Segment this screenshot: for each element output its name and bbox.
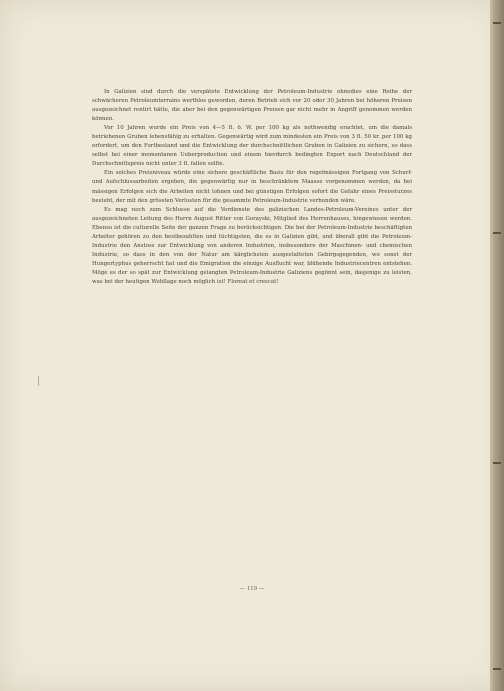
edge-mark xyxy=(493,668,501,670)
edge-mark xyxy=(493,232,501,234)
paragraph-2: Vor 10 Jahren wurde ein Preis von 4—5 fl. ö. W. per 100 kg als nothwendig erachtet, um die damals betriebenen Gruben lebensfähig zu erhalten. Gegenwärtig wird zum mindesten ein Preis von 3 fl. 50 kr. per 100 kg erfordert, um den Fortbestand und die Entwicklung der durchschnittlichen Gruben in Galizien zu sichern, so dass selbst bei einer momentanen Ueberproduction und einem hierdurch bedingten Export nach Deutschland der Durchschnittspreis nicht unter 3 fl. fallen sollte. xyxy=(92,125,412,168)
page-number: — 119 — xyxy=(239,586,265,592)
edge-mark xyxy=(493,462,501,464)
book-edge xyxy=(490,0,504,691)
edge-mark xyxy=(493,22,501,24)
paragraph-4: Es mag noch zum Schlusse auf die Verdienste des galizischen Landes-Petroleum-Vereines unter der ausgezeichneten Leitung des Herrn August Ritter von Gorayski, Mitglied des Herrenhauses, hingewiesen werden. Ebenso ist die culturelle Seite der ganzen Frage zu berücksichtigen. Die bei der Petroleum-Industrie beschäftigten Arbeiter gehören zu den bestbezahlten und tüchtigsten, die es in Galizien gibt, und überall gibt die Petroleum-Industrie den Anstoss zur Entwicklung von anderen Industrien, insbesondere der Maschinen- und chemischen Industrie, so dass in den von der Natur am kärglichsten ausgestatteten Gebirgsgegenden, wo sonst der Hungertyphus geherrscht hat und die Emigration die einzige Ausflucht war, blühende Industriecentren entstehen. Möge es der so spät zur Entwicklung gelangten Petroleum-Industrie Galiziens gegönnt sein, dasjenige zu leisten, was bei der heutigen Wohllage noch möglich ist! Floreat et crescat! xyxy=(92,206,412,285)
paragraph-3: Ein solches Preisniveau würde eine sichere geschäftliche Basis für den regelmässigen Fortgang von Schurf- und Aufschlussarbeiten ergeben, die gegenwärtig nur in beschränktem Maasse vorgenommen werden, da bei mässigen Erfolgen sich die Arbeiten nicht lohnen und bei günstigen Erfolgen sofort die Gefahr eines Preissturzes besteht, der mit den grössten Verlusten für die gesammte Petroleum-Industrie verbunden wäre. xyxy=(92,170,412,204)
body-text xyxy=(92,88,412,287)
margin-mark xyxy=(38,376,41,386)
paragraph-1: In Galizien sind durch die verspätete Entwicklung der Petroleum-Industrie ohnedies eine Reihe der schwächeren Petroleumterrains werthlos geworden, deren Betrieb sich vor 20 oder 30 Jahren bei höheren Preisen ausgezeichnet rentirt hätte, die aber bei den gegenwärtigen Preisen gar nicht mehr in Angriff genommen werden können. xyxy=(92,89,412,123)
